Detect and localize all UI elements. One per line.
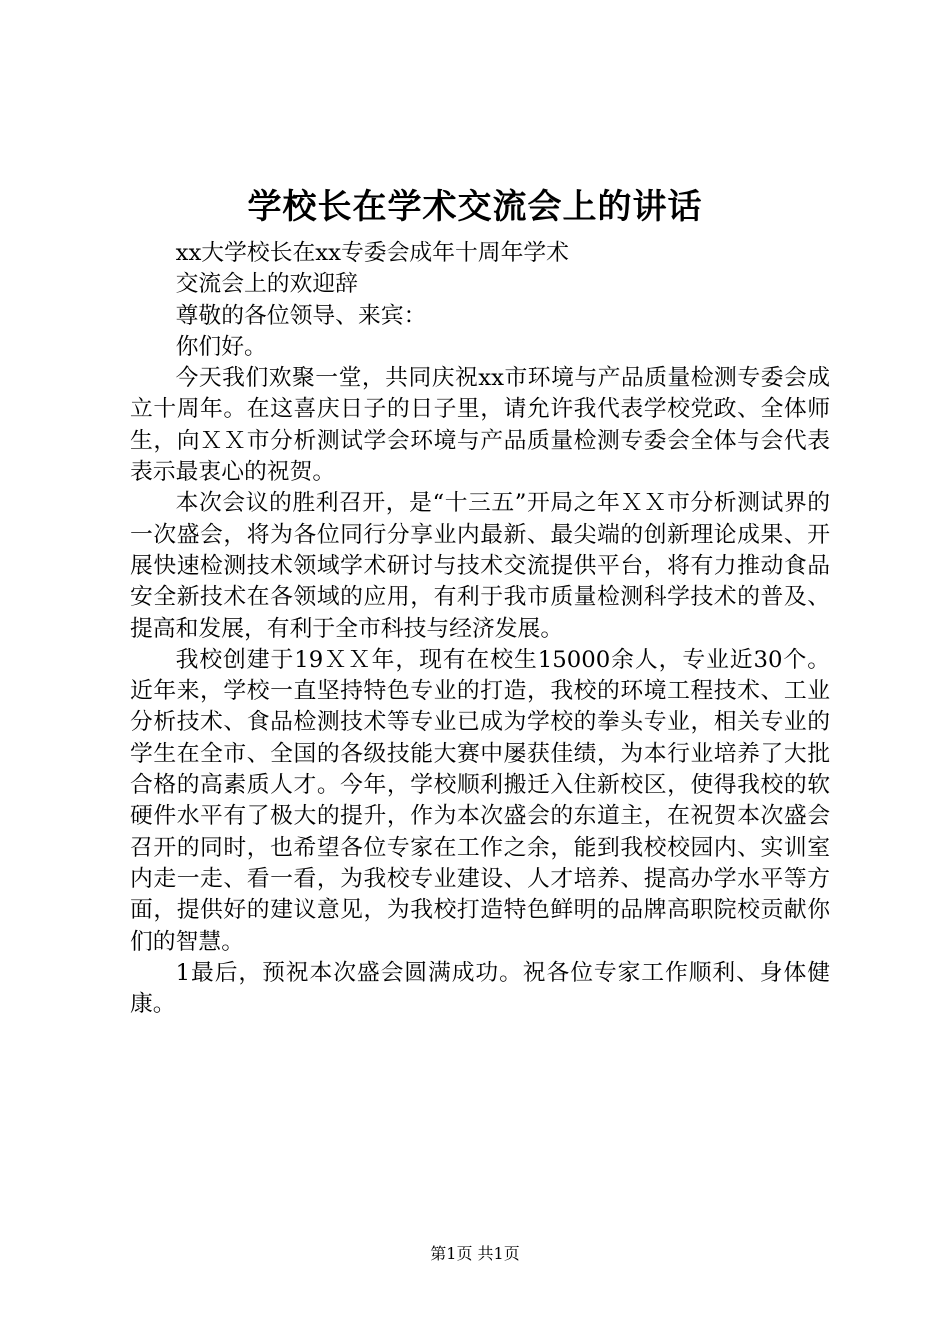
paragraph: 本次会议的胜利召开，是“十三五”开局之年ＸＸ市分析测试界的一次盛会，将为各位同行分享业内最新、最尖端的创新理论成果、开展快速检测技术领域学术研讨与技术交流提供平台，将有力推动食品安全新技术在各领域的应用，有利于我市质量检测科学技术的普及、提高和发展，有利于全市科技与经济发展。 (130, 490, 830, 642)
document-title: 学校长在学术交流会上的讲话 (247, 187, 703, 227)
document-body (130, 238, 830, 1020)
subtitle-line-1: xx大学校长在xx专委会成年十周年学术 (175, 240, 569, 266)
greeting: 你们好。 (175, 333, 267, 360)
page-number-footer: 第1页 共1页 (430, 1244, 520, 1263)
paragraph: 我校创建于19ＸＸ年，现有在校生15000余人，专业近30个。近年来，学校一直坚持特色专业的打造，我校的环境工程技术、工业分析技术、食品检测技术等专业已成为学校的拳头专业，相关专业的学生在全市、全国的各级技能大赛中屡获佳绩，为本行业培养了大批合格的高素质人才。今年，学校顺利搬迁入住新校区，使得我校的软硬件水平有了极大的提升，作为本次盛会的东道主，在祝贺本次盛会召开的同时，也希望各位专家在工作之余，能到我校校园内、实训室内走一走、看一看，为我校专业建设、人才培养、提高办学水平等方面，提供好的建议意见，为我校打造特色鲜明的品牌高职院校贡献你们的智慧。 (130, 646, 830, 955)
subtitle-line-2: 交流会上的欢迎辞 (175, 271, 358, 298)
salutation: 尊敬的各位领导、来宾： (175, 302, 427, 329)
paragraph: 今天我们欢聚一堂，共同庆祝xx市环境与产品质量检测专委会成立十周年。在这喜庆日子的日子里，请允许我代表学校党政、全体师生，向ＸＸ市分析测试学会环境与产品质量检测专委会全体与会代表表示最衷心的祝贺。 (130, 365, 830, 486)
paragraph: 1最后，预祝本次盛会圆满成功。祝各位专家工作顺利、身体健康。 (130, 959, 830, 1018)
